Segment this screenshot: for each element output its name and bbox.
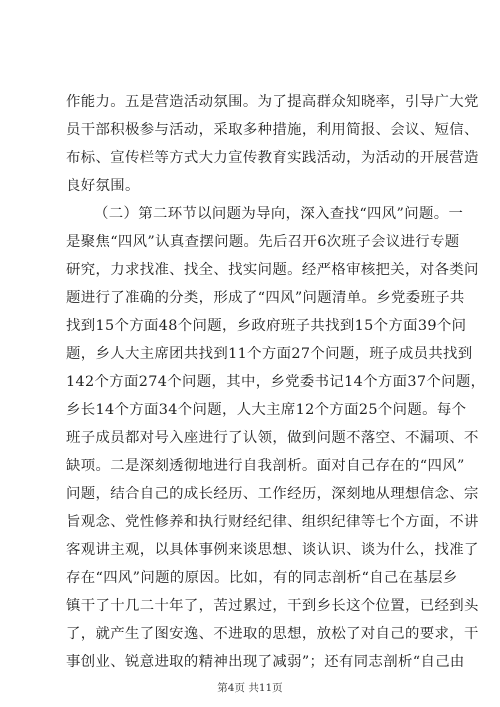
body-text-line: 研究，力求找准、找全、找实问题。经严格审核把关，对各类问: [66, 262, 479, 278]
body-text-line: 班子成员都对号入座进行了认领，做到问题不落空、不漏项、不: [66, 430, 479, 446]
body-text-line: 事创业、锐意进取的精神出现了减弱”；还有同志剖析“自己由: [66, 654, 465, 670]
body-text-line: 题，乡人大主席团共找到11个方面27个问题，班子成员共找到: [66, 346, 473, 362]
body-text-line: 布标、宣传栏等方式大力宣传教育实践活动，为活动的开展营造: [66, 150, 479, 166]
body-text-line: 是聚焦“四风”认真查摆问题。先后召开6次班子会议进行专题: [66, 234, 460, 250]
body-text-line: 作能力。五是营造活动氛围。为了提高群众知晓率，引导广大党: [66, 94, 479, 110]
body-text-line: 旨观念、党性修养和执行财经纪律、组织纪律等七个方面，不讲: [66, 514, 479, 530]
body-text-line: 良好氛围。: [66, 178, 140, 194]
body-text-line: 缺项。二是深刻透彻地进行自我剖析。面对自己存在的“四风”: [66, 458, 465, 474]
paragraph-first-line: （二）第二环节以问题为导向，深入查找“四风”问题。一: [94, 206, 464, 222]
body-text-line: 问题，结合自己的成长经历、工作经历，深刻地从理想信念、宗: [66, 486, 479, 502]
body-text-line: 镇干了十几二十年了，苦过累过，干到乡长这个位置，已经到头: [66, 598, 479, 614]
body-text-line: 找到15个方面48个问题，乡政府班子共找到15个方面39个问: [66, 318, 467, 334]
body-text-line: 存在“四风”问题的原因。比如，有的同志剖析“自己在基层乡: [66, 570, 458, 586]
body-text-line: 题进行了准确的分类，形成了“四风”问题清单。乡党委班子共: [66, 290, 465, 306]
body-text-line: 142个方面274个问题，其中，乡党委书记14个方面37个问题，: [66, 374, 486, 390]
body-text-line: 乡长14个方面34个问题，人大主席12个方面25个问题。每个: [66, 402, 467, 418]
body-text-line: 客观讲主观，以具体事例来谈思想、谈认识、谈为什么，找准了: [66, 542, 479, 558]
body-text-line: 了，就产生了图安逸、不进取的思想，放松了对自己的要求，干: [66, 626, 479, 642]
body-text-line: 员干部积极参与活动，采取多种措施，利用简报、会议、短信、: [66, 122, 479, 138]
page-number-footer: 第4页 共11页: [217, 682, 283, 694]
